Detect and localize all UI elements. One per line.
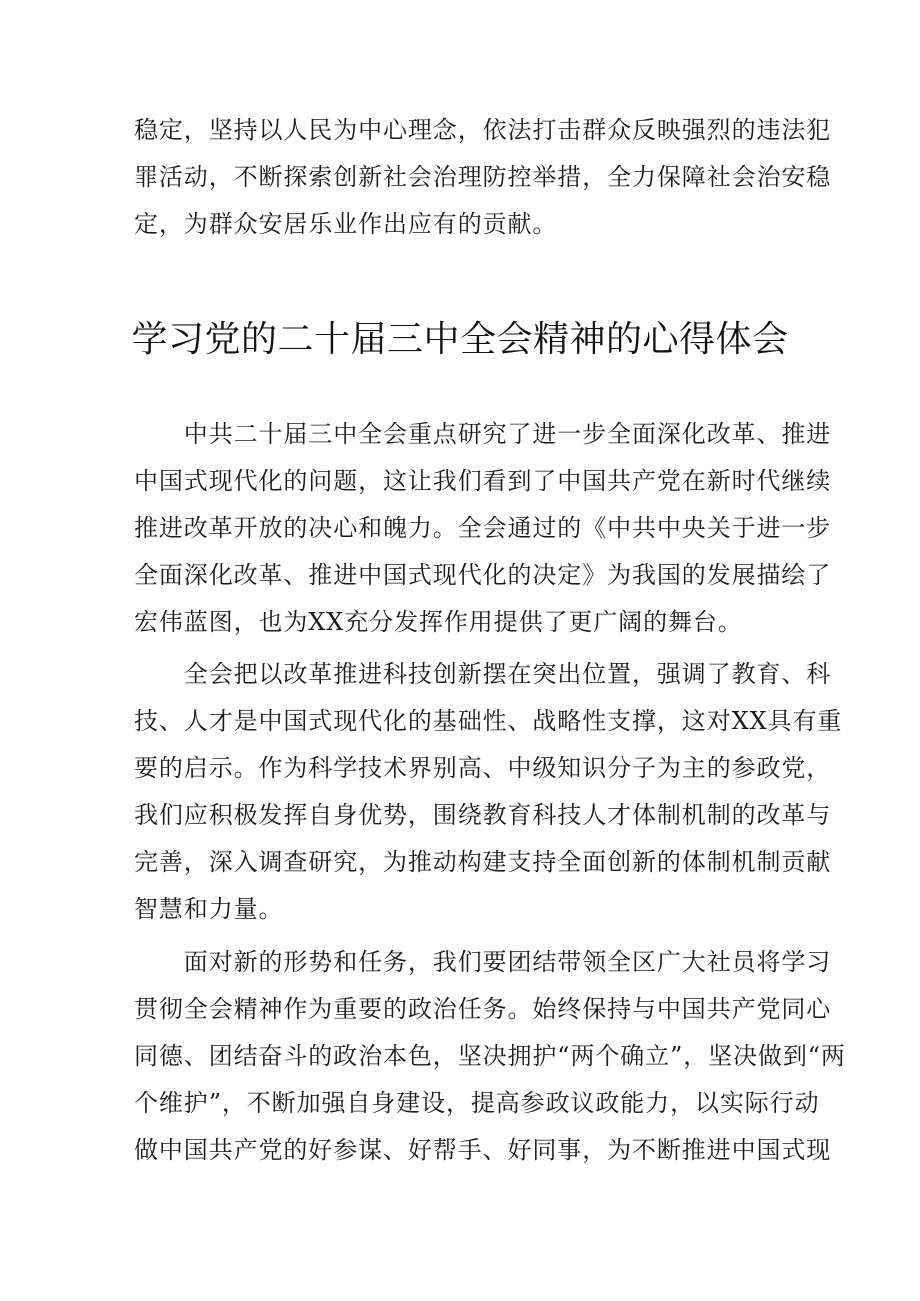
paragraph-3-line-2: 贯彻全会精神作为重要的政治任务。始终保持与中国共产党同心 bbox=[134, 995, 832, 1023]
intro-line-3: 定，为群众安居乐业作出应有的贡献。 bbox=[134, 210, 558, 238]
paragraph-1-line-1: 中共二十届三中全会重点研究了进一步全面深化改革、推进 bbox=[134, 420, 832, 448]
paragraph-1-line-2: 中国式现代化的问题，这让我们看到了中国共产党在新时代继续 bbox=[134, 467, 832, 495]
paragraph-1 bbox=[134, 411, 832, 646]
document-title: 学习党的二十届三中全会精神的心得体会 bbox=[131, 319, 789, 360]
paragraph-3-line-3: 同德、团结奋斗的政治本色，坚决拥护“两个确立”，坚决做到“两 bbox=[134, 1042, 846, 1070]
paragraph-1-line-4: 全面深化改革、推进中国式现代化的决定》为我国的发展描绘了 bbox=[134, 561, 832, 589]
intro-line-2: 罪活动，不断探索创新社会治理防控举措，全力保障社会治安稳 bbox=[134, 163, 832, 191]
paragraph-1-line-5: 宏伟蓝图，也为XX充分发挥作用提供了更广阔的舞台。 bbox=[134, 608, 743, 636]
intro-line-1: 稳定，坚持以人民为中心理念，依法打击群众反映强烈的违法犯 bbox=[134, 116, 832, 144]
paragraph-2-line-6: 智慧和力量。 bbox=[134, 895, 284, 923]
paragraph-3-line-4: 个维护”，不断加强自身建设，提高参政议政能力，以实际行动 bbox=[134, 1089, 820, 1117]
paragraph-3-line-5: 做中国共产党的好参谋、好帮手、好同事，为不断推进中国式现 bbox=[134, 1136, 832, 1164]
paragraph-2-line-5: 完善，深入调查研究，为推动构建支持全面创新的体制机制贡献 bbox=[134, 848, 832, 876]
paragraph-2-line-2: 技、人才是中国式现代化的基础性、战略性支撑，这对XX具有重 bbox=[134, 707, 843, 735]
paragraph-3-line-1: 面对新的形势和任务，我们要团结带领全区广大社员将学习 bbox=[134, 948, 832, 976]
paragraph-3 bbox=[134, 939, 846, 1174]
paragraph-2-line-3: 要的启示。作为科学技术界别高、中级知识分子为主的参政党， bbox=[134, 754, 832, 782]
paragraph-1-line-3: 推进改革开放的决心和魄力。全会通过的《中共中央关于进一步 bbox=[134, 514, 832, 542]
paragraph-2-line-1: 全会把以改革推进科技创新摆在突出位置，强调了教育、科 bbox=[134, 660, 832, 688]
intro-paragraph bbox=[134, 107, 832, 248]
paragraph-2 bbox=[134, 651, 843, 933]
paragraph-2-line-4: 我们应积极发挥自身优势，围绕教育科技人才体制机制的改革与 bbox=[134, 801, 832, 829]
